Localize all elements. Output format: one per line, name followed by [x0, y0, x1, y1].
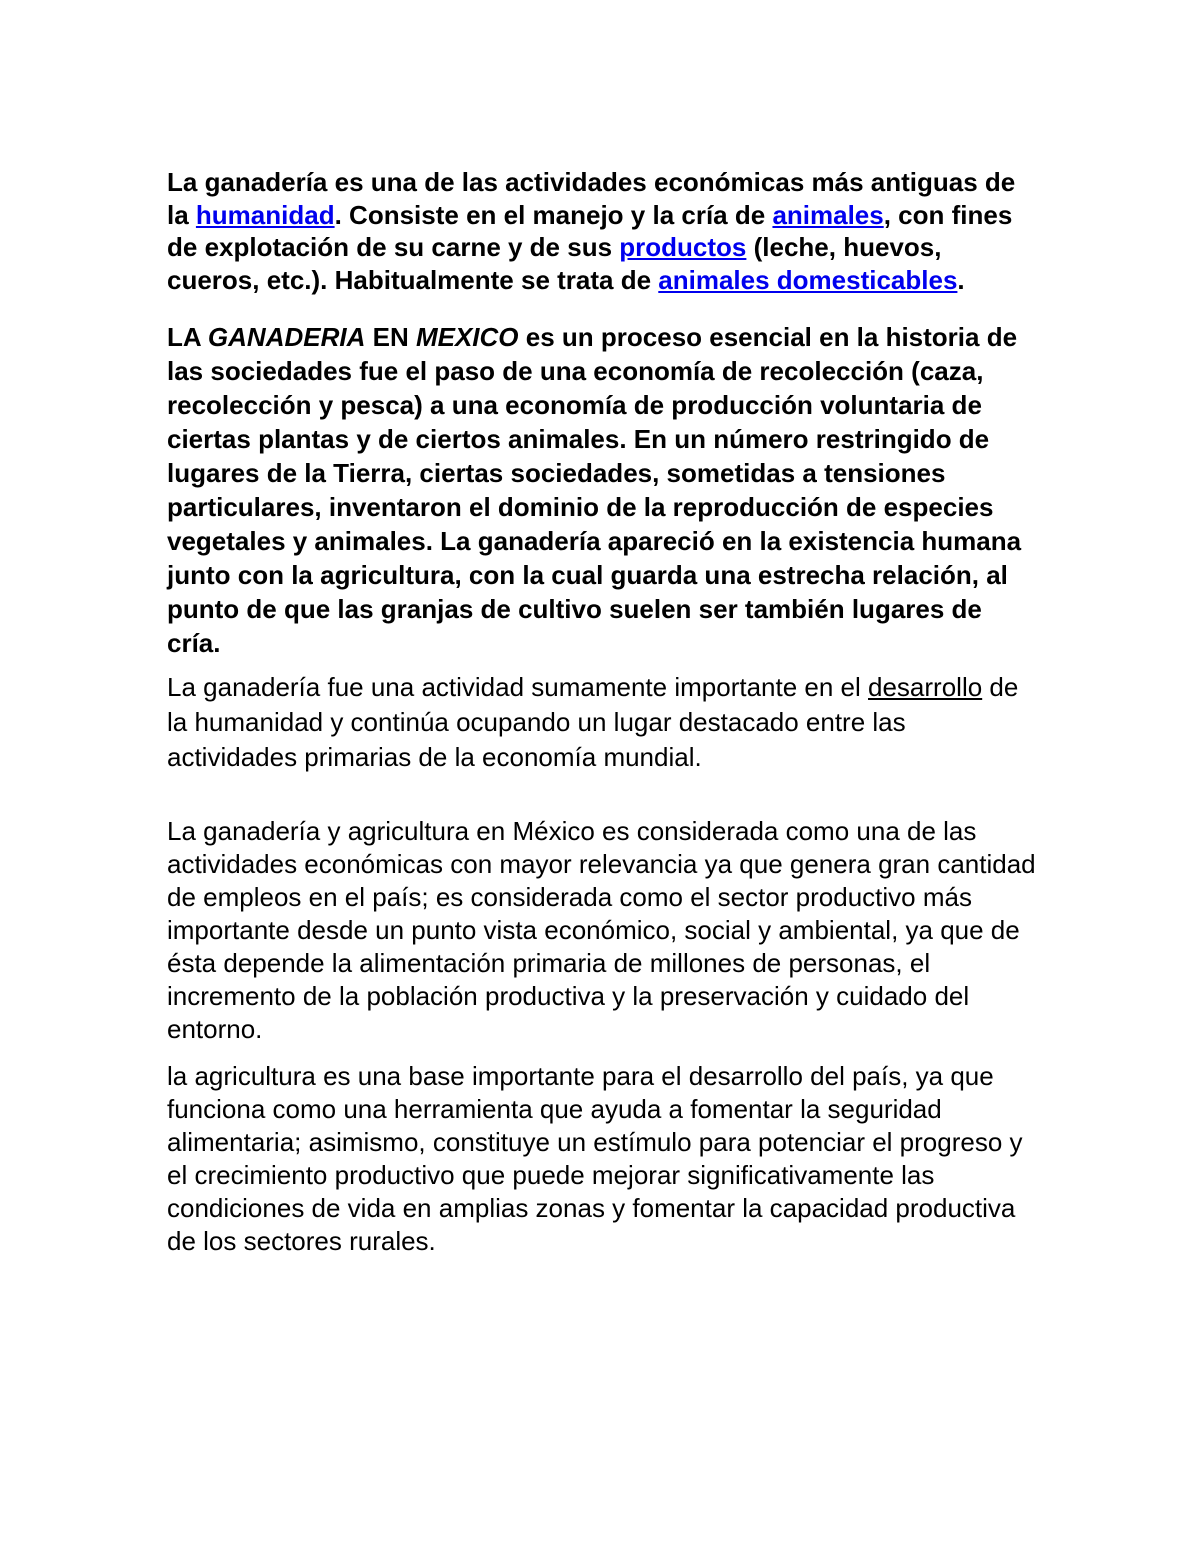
- document-page: [167, 166, 1037, 1258]
- ganaderia-mexico-text: es un proceso esencial en la historia de las sociedades fue el paso de una economía de recolección (caza, recolección y pesca) a una economía de producción voluntaria de ciertas plantas y de ciertos animales. En un número restringido de lugares de la Tierra, ciertas sociedades, sometidas a tensiones particulares, inventaron el dominio de la reproducción de especies vegetales y animales. La ganadería apareció en la existencia humana junto con la agricultura, con la cual guarda una estrecha relación, al punto de que las granjas de cultivo suelen ser también lugares de cría.: [167, 322, 1022, 658]
- heading-mexico: MEXICO: [415, 322, 519, 352]
- desarrollo-text-2: de la humanidad y continúa ocupando un lugar destacado entre las actividades primarias de la economía mundial.: [167, 672, 1019, 772]
- intro-text-5: .: [957, 264, 965, 295]
- paragraph-agricultura-mexico: La ganadería y agricultura en México es considerada como una de las actividades económicas con mayor relevancia ya que genera gran cantidad de empleos en el país; es considerada como el sector productivo más importante desde un punto vista económico, social y ambiental, ya que de ésta depende la alimentación primaria de millones de personas, el incremento de la población productiva y la preservación y cuidado del entorno.: [167, 816, 1036, 1044]
- heading-la: LA: [167, 322, 208, 352]
- intro-text-1: La ganadería es una de las actividades económicas más antiguas de la: [167, 167, 1016, 230]
- intro-text-2: . Consiste en el manejo y la cría de: [334, 199, 773, 230]
- paragraph-desarrollo: [167, 670, 1037, 775]
- link-desarrollo[interactable]: desarrollo: [868, 672, 983, 702]
- link-humanidad[interactable]: humanidad: [195, 199, 335, 230]
- heading-en: EN: [365, 322, 416, 352]
- desarrollo-text-1: La ganadería fue una actividad sumamente importante en el: [167, 672, 869, 702]
- link-animales-domesticables[interactable]: animales domesticables: [658, 264, 958, 295]
- intro-text-3: , con fines de explotación de su carne y de sus: [167, 199, 1013, 262]
- link-animales[interactable]: animales: [772, 199, 884, 230]
- intro-text-4: (leche, huevos, cueros, etc.). Habitualmente se trata de: [167, 232, 942, 295]
- paragraph-intro: [167, 166, 1037, 296]
- link-productos[interactable]: productos: [619, 232, 747, 262]
- heading-ganaderia: GANADERIA: [207, 322, 366, 352]
- paragraph-agricultura-base: la agricultura es una base importante para el desarrollo del país, ya que funciona como una herramienta que ayuda a fomentar la seguridad alimentaria; asimismo, constituye un estímulo para potenciar el progreso y el crecimiento productivo que puede mejorar significativamente las condiciones de vida en amplias zonas y fomentar la capacidad productiva de los sectores rurales.: [167, 1061, 1023, 1256]
- paragraph-ganaderia-mexico: [167, 320, 1037, 660]
